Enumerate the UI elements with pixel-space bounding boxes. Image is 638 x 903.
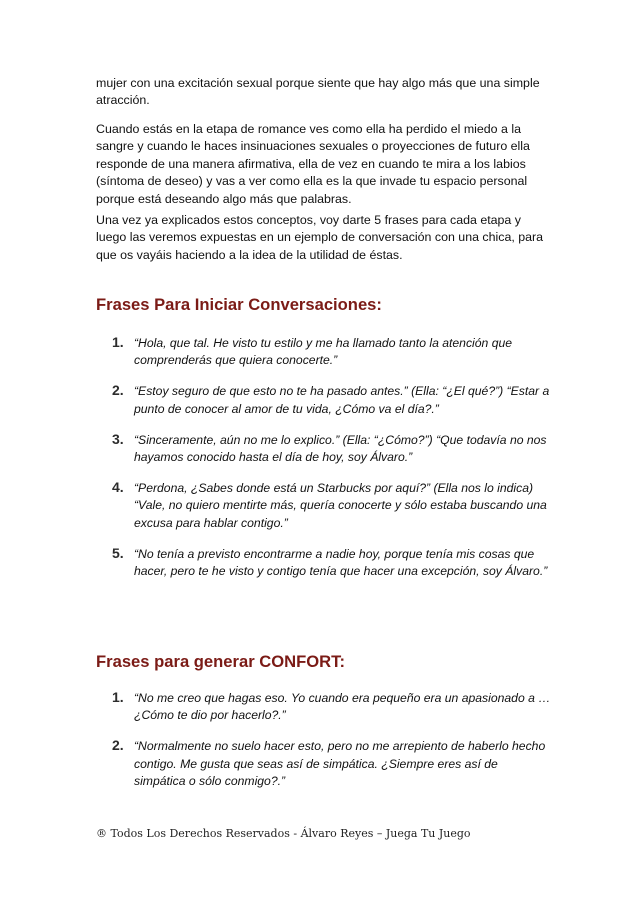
list-item [112,383,552,418]
list-item-text: “Normalmente no suelo hacer esto, pero no me arrepiento de haberlo hecho contigo. Me gusta que seas así de simpática. ¿Siempre eres así de simpática o sólo conmigo?.” [134,739,546,789]
paragraph-romance: Cuando estás en la etapa de romance ves como ella ha perdido el miedo a la sangre y cuando le haces insinuaciones sexuales o proyecciones de futuro ella responde de una manera afirmativa, ella de vez en cuando te mira a los labios (síntoma de deseo) y vas a ver como ella es la que invade tu espacio personal porque está deseando algo más que palabras. [96,122,530,206]
list-number: 5. [112,544,124,561]
list-item-text: “Perdona, ¿Sabes donde está un Starbucks por aquí?” (Ella nos lo indica) “Vale, no quiero mentirte más, quería conocerte y sólo estaba buscando una excusa para hablar contigo.” [134,480,547,530]
list-number: 1. [112,689,124,705]
section-heading-confort: Frases para generar CONFORT: [96,652,345,671]
list-item-text: “No me creo que hagas eso. Yo cuando era pequeño era un apasionado a … ¿Cómo te dio por hacerlo?.” [134,691,551,723]
list-item-text: “No tenía a previsto encontrarme a nadie hoy, porque tenía mis cosas que hacer, pero te he visto y contigo tenía que hacer una excepción, soy Álvaro.” [134,546,548,579]
list-item [112,480,552,532]
section-heading-iniciar: Frases Para Iniciar Conversaciones: [96,295,382,314]
list-number: 2. [112,737,124,754]
page-footer: ® Todos Los Derechos Reservados - Álvaro Reyes – Juega Tu Juego [96,827,471,840]
list-item-text: “Hola, que tal. He visto tu estilo y me ha llamado tanto la atención que comprenderás que quiera conocerte.” [134,336,513,368]
list-number: 2. [112,382,124,399]
list-item [112,432,552,467]
list-item [112,335,552,370]
list-item-text: “Estoy seguro de que esto no te ha pasado antes.” (Ella: “¿El qué?”) “Estar a punto de conocer al amor de tu vida, ¿Cómo va el día?.” [134,384,550,416]
phrase-list-iniciar [112,335,552,594]
list-number: 1. [112,334,124,350]
paragraph-intro: mujer con una excitación sexual porque siente que hay algo más que una simple atracción. [96,76,540,108]
list-item [112,690,552,725]
list-number: 4. [112,478,124,495]
list-number: 3. [112,430,124,447]
phrase-list-confort [112,690,552,804]
list-item-text: “Sinceramente, aún no me lo explico.” (Ella: “¿Cómo?”) “Que todavía no nos hayamos conocido hasta el día de hoy, soy Álvaro.” [134,432,547,465]
list-item [112,546,552,581]
list-item [112,738,552,790]
paragraph-explanation: Una vez ya explicados estos conceptos, voy darte 5 frases para cada etapa y luego las veremos expuestas en un ejemplo de conversación con una chica, para que os vayáis haciendo a la idea de la utilidad de éstas. [96,213,544,262]
